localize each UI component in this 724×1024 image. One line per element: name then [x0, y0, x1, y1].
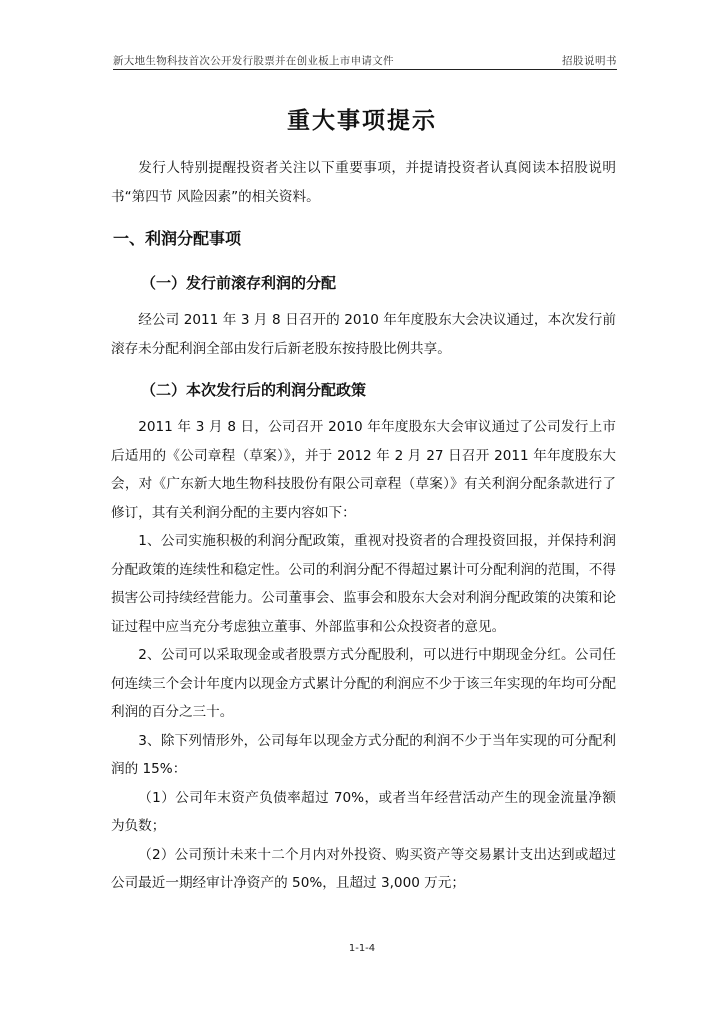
header-document-type: 招股说明书: [562, 55, 617, 67]
policy-subitem: （1）公司年末资产负债率超过 70%，或者当年经营活动产生的现金流量净额为负数；: [111, 789, 616, 834]
section-heading-profit-distribution: 一、利润分配事项: [113, 229, 242, 248]
running-header: [113, 51, 617, 70]
intro-paragraph: 发行人特别提醒投资者关注以下重要事项，并提请投资者认真阅读本招股说明书“第四节 风险因素”的相关资料。: [111, 160, 616, 205]
subsection-heading-pre-issue-profit: （一）发行前滚存利润的分配: [141, 274, 337, 292]
subsection-heading-post-issue-policy: （二）本次发行后的利润分配政策: [141, 381, 367, 399]
policy-subitem: （2）公司预计未来十二个月内对外投资、购买资产等交易累计支出达到或超过公司最近一期经审计净资产的 50%，且超过 3,000 万元；: [111, 846, 616, 891]
header-document-title: 新大地生物科技首次公开发行股票并在创业板上市申请文件: [113, 55, 394, 67]
page-title: 重大事项提示: [287, 108, 437, 134]
pre-issue-profit-paragraph: 经公司 2011 年 3 月 8 日召开的 2010 年年度股东大会决议通过，本次发行前滚存未分配利润全部由发行后新老股东按持股比例共享。: [111, 312, 616, 357]
policy-item: 3、除下列情形外，公司每年以现金方式分配的利润不少于当年实现的可分配利润的 15%：: [111, 732, 616, 777]
document-body: [111, 154, 616, 898]
policy-item: 2、公司可以采取现金或者股票方式分配股利，可以进行中期现金分红。公司任何连续三个会计年度内以现金方式累计分配的利润应不少于该三年实现的年均可分配利润的百分之三十。: [111, 647, 616, 720]
policy-item: 1、公司实施积极的利润分配政策，重视对投资者的合理投资回报，并保持利润分配政策的连续性和稳定性。公司的利润分配不得超过累计可分配利润的范围，不得损害公司持续经营能力。公司董事会、监事会和股东大会对利润分配政策的决策和论证过程中应当充分考虑独立董事、外部监事和公众投资者的意见。: [111, 533, 616, 635]
page-number: 1-1-4: [348, 943, 376, 954]
post-issue-policy-paragraph: 2011 年 3 月 8 日，公司召开 2010 年年度股东大会审议通过了公司发行上市后适用的《公司章程（草案）》，并于 2012 年 2 月 27 日召开 2011 年年度股东大会，对《广东新大地生物科技股份有限公司章程（草案）》有关利润分配条款进行了修订，其有关利润分配的主要内容如下：: [111, 419, 616, 521]
